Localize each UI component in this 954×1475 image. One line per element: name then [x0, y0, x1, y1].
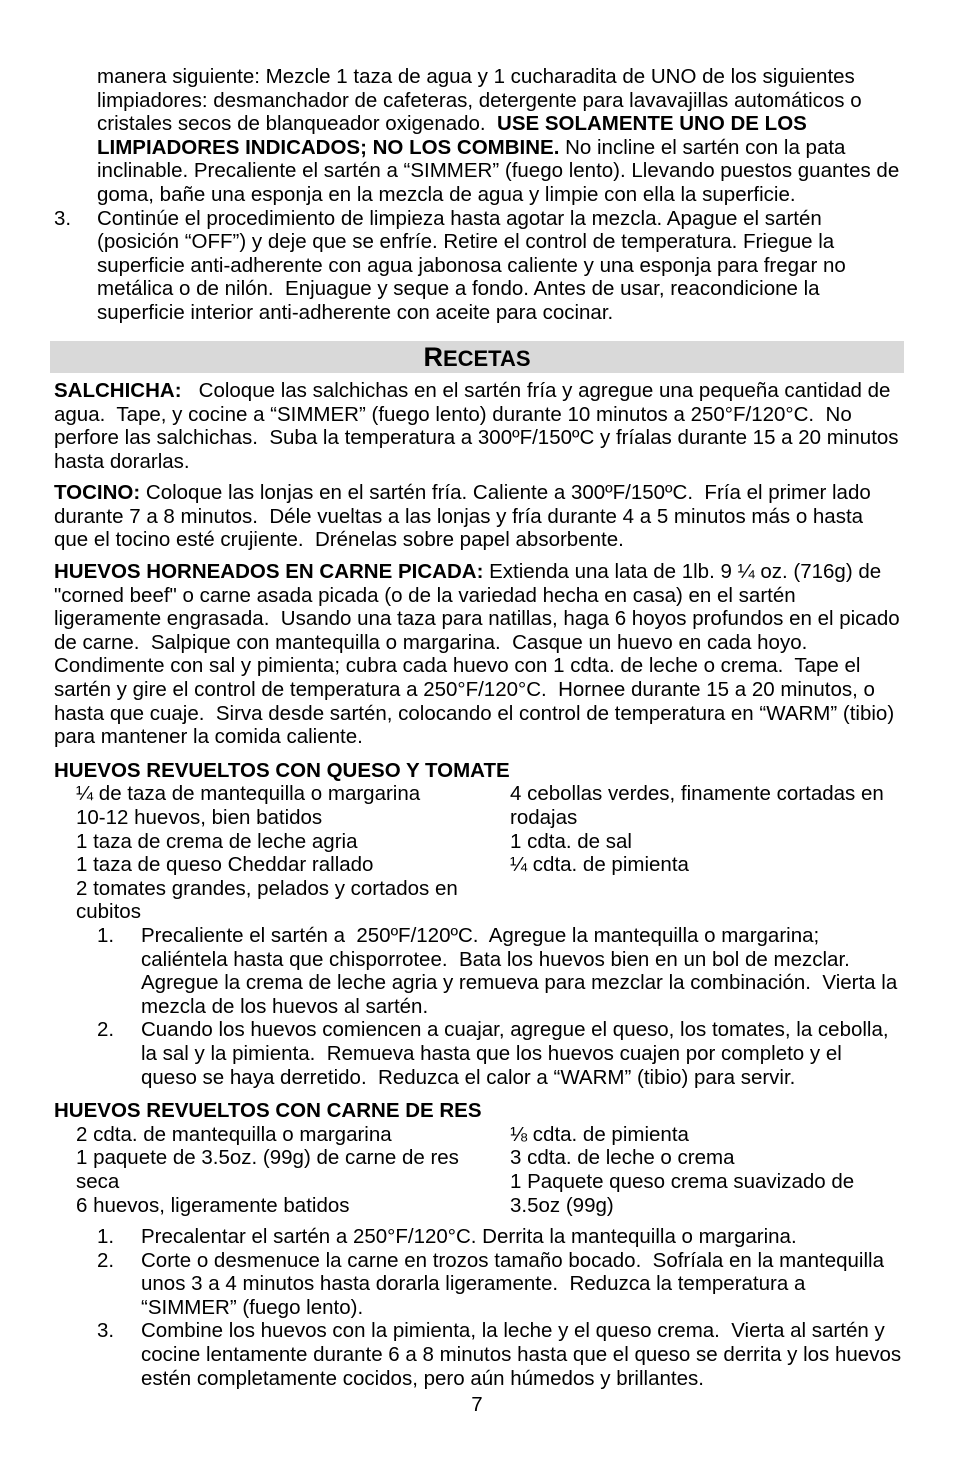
text-line: 6 huevos, ligeramente batidos: [76, 1193, 350, 1217]
text-line: inclinable. Precaliente el sartén a “SIMMER” (fuego lento). Llevando puestos guantes de: [97, 159, 900, 183]
text-line: unos 3 a 4 minutos hasta dorarla ligeramente. Reduzca la temperatura a: [141, 1272, 806, 1296]
text-line: 4 cebollas verdes, finamente cortadas en: [510, 782, 884, 806]
text-line: cocine lentamente durante 6 a 8 minutos hasta que el queso se derrita y los huevos: [141, 1343, 902, 1367]
text-line: [97, 112, 954, 136]
text-line: que el tocino esté crujiente. Drénelas sobre papel absorbente.: [54, 528, 624, 552]
text-line: hasta dorarlas.: [54, 449, 190, 473]
numbered-step: [0, 1225, 954, 1249]
text-line: perfore las salchichas. Suba la temperatura a 300ºF/150ºC y fríalas durante 15 a 20 minutos: [54, 426, 899, 450]
recipe-steps: [0, 1225, 954, 1390]
text-line: seca: [76, 1169, 120, 1193]
text-line: de carne. Salpique con mantequilla o margarina. Casque un huevo en cada hoyo.: [54, 630, 808, 654]
recipe-huevos-revueltos-carne-de-res: [0, 1099, 954, 1390]
text-line: para mantener la comida caliente.: [54, 725, 363, 749]
text-line: "corned beef" o carne asada picada (o de la variedad hecha en casa) en el sartén: [54, 583, 796, 607]
text-line: Continúe el procedimiento de limpieza hasta agotar la mezcla. Apague el sartén: [97, 206, 822, 230]
step-text: [141, 1225, 954, 1249]
text-line: agua. Tape, y cocine a “SIMMER” (fuego lento) durante 10 minutos a 250°F/120°C. No: [54, 402, 852, 426]
step-number: 1.: [97, 1225, 115, 1249]
text-line: “SIMMER” (fuego lento).: [141, 1295, 364, 1319]
bold-text: SALCHICHA:: [54, 378, 182, 402]
text-line: estén completamente cocidos, pero aún húmedos y brillantes.: [141, 1366, 704, 1390]
text-line: sartén y gire el control de temperatura a 250°F/120°C. Hornee durante 15 a 20 minutos, o: [54, 678, 875, 702]
step-text: [141, 1018, 954, 1089]
recipe-steps: [0, 924, 954, 1089]
text-line: ⅛ cdta. de pimienta: [510, 1122, 689, 1146]
text-line: 1 paquete de 3.5oz. (99g) de carne de res: [76, 1146, 459, 1170]
step-text: [97, 207, 954, 325]
text-line: caliéntela hasta que chisporrotee. Bata los huevos bien en un bol de mezclar.: [141, 947, 850, 971]
text-line: (posición “OFF”) y deje que se enfríe. Retire el control de temperatura. Friegue la: [97, 230, 835, 254]
section-header-bar: [50, 341, 904, 373]
text-line: [54, 481, 954, 505]
text-line: queso se haya derretido. Reduzca el calor a “WARM” (tibio) para servir.: [141, 1065, 796, 1089]
step-number: 1.: [97, 923, 115, 947]
recipe-huevos-horneados: [54, 560, 954, 749]
text-line: Corte o desmenuce la carne en trozos tamaño bocado. Sofríala en la mantequilla: [141, 1248, 884, 1272]
text-line: rodajas: [510, 806, 578, 830]
step-text: [141, 1319, 954, 1390]
text-line: ¼ de taza de mantequilla o margarina: [76, 782, 421, 806]
step-number: 2.: [97, 1018, 115, 1042]
text-line: 2 tomates grandes, pelados y cortados en: [76, 876, 458, 900]
text-line: 10-12 huevos, bien batidos: [76, 806, 323, 830]
text-line: 3.5oz (99g): [510, 1193, 614, 1217]
step-number: 3.: [97, 1319, 115, 1343]
text-line: [54, 379, 954, 403]
bold-text: TOCINO:: [54, 481, 141, 505]
text-line: ¼ cdta. de pimienta: [510, 853, 689, 877]
text-line: superficie anti-adherente con agua jabonosa caliente y una esponja para fregar no: [97, 253, 846, 277]
text-line: 2 cdta. de mantequilla o margarina: [76, 1122, 392, 1146]
text-line: metálica o de nilón. Enjuague y seque a fondo. Antes de usar, reacondicione la: [97, 277, 820, 301]
text-line: 3 cdta. de leche o crema: [510, 1146, 735, 1170]
text-segment: cristales secos de blanqueador oxigenado.: [97, 112, 498, 136]
text-line: [54, 560, 954, 584]
recipe-tocino: [54, 481, 954, 552]
text-line: hasta que cuaje. Sirva desde sartén, colocando el control de temperatura en “WARM” (tibio): [54, 701, 895, 725]
cleaning-instructions-continuation: [97, 65, 954, 207]
ingredients-left-column: [76, 1123, 510, 1217]
ingredients-list: [0, 782, 954, 924]
text-segment: Extienda una lata de 1lb. 9 ¼ oz. (716g) de: [483, 560, 882, 584]
numbered-step: [0, 1319, 954, 1390]
step-number: 2.: [97, 1248, 115, 1272]
text-line: Precaliente el sartén a 250ºF/120ºC. Agregue la mantequilla o margarina;: [141, 923, 820, 947]
text-line: Agregue la crema de leche agria y remueva para mezclar la combinación. Vierta la: [141, 971, 898, 995]
text-line: la sal y la pimienta. Remueva hasta que los huevos cuajen por completo y el: [141, 1041, 842, 1065]
text-line: Condimente con sal y pimienta; cubra cada huevo con 1 cdta. de leche o crema. Tape el: [54, 654, 861, 678]
ingredients-left-column: [76, 782, 510, 924]
text-line: limpiadores: desmanchador de cafeteras, detergente para lavavajillas automáticos o: [97, 88, 862, 112]
bold-text: USE SOLAMENTE UNO DE LOS: [497, 112, 807, 136]
text-segment: Coloque las salchichas en el sartén fría y agregue una pequeña cantidad de: [181, 378, 891, 402]
ingredients-list: [0, 1123, 954, 1217]
text-line: cubitos: [76, 900, 141, 924]
text-line: ligeramente engrasada. Usando una taza para natillas, haga 6 hoyos profundos en el picado: [54, 607, 900, 631]
recipe-title: HUEVOS REVUELTOS CON CARNE DE RES: [54, 1099, 482, 1123]
step-text: [141, 924, 954, 1018]
text-line: 1 taza de crema de leche agria: [76, 829, 358, 853]
numbered-step: [0, 1249, 954, 1320]
section-title: RECETAS: [423, 341, 531, 372]
ingredients-right-column: [510, 1123, 930, 1217]
recipe-title: HUEVOS REVUELTOS CON QUESO Y TOMATE: [54, 758, 510, 782]
page-number: 7: [471, 1393, 483, 1417]
text-line: 1 cdta. de sal: [510, 829, 632, 853]
text-line: superficie interior anti-adherente con aceite para cocinar.: [97, 300, 614, 324]
text-line: [97, 136, 954, 160]
text-segment: Coloque las lonjas en el sartén fría. Caliente a 300ºF/150ºC. Fría el primer lado: [140, 481, 871, 505]
ingredients-right-column: [510, 782, 930, 924]
text-line: goma, bañe una esponja en la mezcla de agua y limpie con ella la superficie.: [97, 182, 796, 206]
cleaning-steps: [0, 207, 954, 325]
bold-text: HUEVOS HORNEADOS EN CARNE PICADA:: [54, 560, 484, 584]
text-line: mezcla de los huevos al sartén.: [141, 994, 429, 1018]
step-text: [141, 1249, 954, 1320]
recipe-salchicha: [54, 379, 954, 473]
text-line: manera siguiente: Mezcle 1 taza de agua y 1 cucharadita de UNO de los siguientes: [97, 65, 855, 88]
text-line: 1 Paquete queso crema suavizado de: [510, 1169, 855, 1193]
bold-text: LIMPIADORES INDICADOS; NO LOS COMBINE.: [97, 135, 560, 159]
text-segment: No incline el sartén con la pata: [559, 135, 846, 159]
text-line: Combine los huevos con la pimienta, la leche y el queso crema. Vierta al sartén y: [141, 1319, 885, 1343]
text-line: Cuando los huevos comiencen a cuajar, agregue el queso, los tomates, la cebolla,: [141, 1018, 889, 1042]
numbered-step: [0, 1018, 954, 1089]
text-line: 1 taza de queso Cheddar rallado: [76, 853, 374, 877]
text-line: durante 7 a 8 minutos. Déle vueltas a las lonjas y fría durante 4 a 5 minutos más o hasta: [54, 504, 864, 528]
step-number: 3.: [54, 206, 72, 230]
numbered-step: [0, 207, 954, 325]
text-line: Precalentar el sartén a 250°F/120°C. Derrita la mantequilla o margarina.: [141, 1225, 797, 1249]
numbered-step: [0, 924, 954, 1018]
recipe-huevos-revueltos-queso-tomate: [0, 759, 954, 1089]
